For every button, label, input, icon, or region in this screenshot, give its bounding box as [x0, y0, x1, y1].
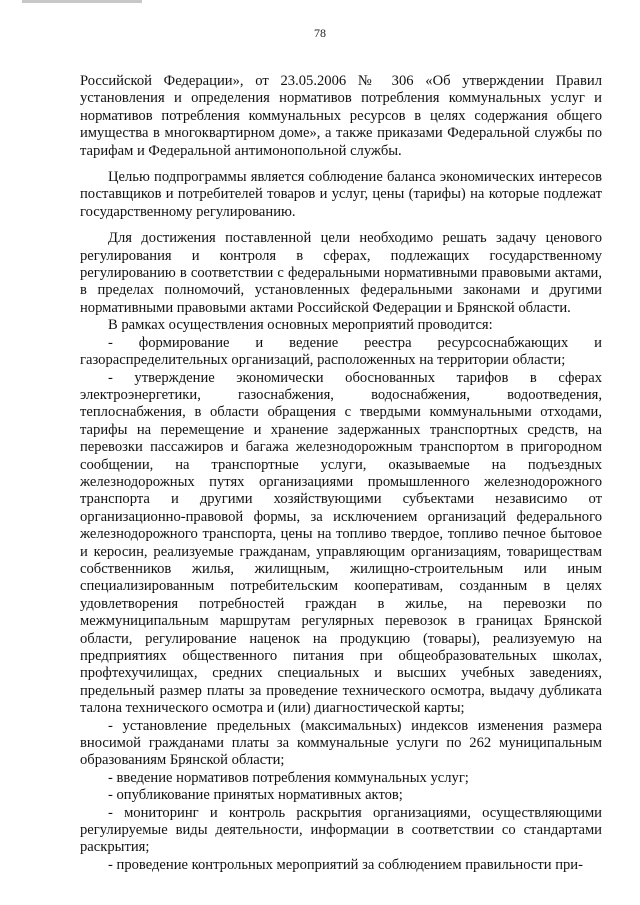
paragraph-price-regulation-task: Для достижения поставленной цели необходимо решать задачу ценового регулирования и контроля в сферах, подлежащих государственному регулированию в соответствии с федеральными нормативными правовыми актами, в пределах полномочий, установленных федеральными законами и другими нормативными правовыми актами Российской Федерации и Брянской области.	[80, 230, 602, 316]
paragraph-subprogram-goal: Целью подпрограммы является соблюдение баланса экономических интересов поставщиков и потребителей товаров и услуг, цены (тарифы) на которые подлежат государственному регулированию.	[80, 169, 602, 220]
list-item-tariff-approval: - утверждение экономически обоснованных тарифов в сферах электроэнергетики, газоснабжения, водоснабжения, водоотведения, теплоснабжения, в области обращения с твердыми коммунальными отходами, тарифы на перемещение и хранение задержанных транспортных средств, на перевозки пассажиров и багажа железнодорожным транспортом в пригородном сообщении, на транспортные услуги, оказываемые на подъездных железнодорожных путях организациями промышленного железнодорожного транспорта и другими хозяйствующими субъектами независимо от организационно-правовой формы, за исключением организаций федерального железнодорожного транспорта, цены на топливо твердое, топливо печное бытовое и керосин, реализуемые гражданам, управляющим организациям, товариществам собственников жилья, жилищным, жилищно-строительным или иным специализированным потребительским кооперативам, созданным в целях удовлетворения потребностей граждан в жилье, на перевозки по межмуниципальным маршрутам регулярных перевозок в границах Брянской области, регулирование наценок на продукцию (товары), реализуемую на предприятиях общественного питания при общеобразовательных школах, профтехучилищах, средних специальных и высших учебных заведениях, предельный размер платы за проведение технического осмотра, выдачу дубликата талона технического осмотра и (или) диагностической карты;	[80, 369, 602, 717]
list-item-disclosure-monitoring: - мониторинг и контроль раскрытия организациями, осуществляющими регулируемые виды деятельности, информации в соответствии со стандартами раскрытия;	[80, 804, 602, 856]
list-item-payment-indices: - установление предельных (максимальных) индексов изменения размера вносимой гражданами платы за коммунальные услуги по 262 муниципальным образованиям Брянской области;	[80, 717, 602, 769]
paragraph-legal-references: Российской Федерации», от 23.05.2006 № 306 «Об утверждении Правил установления и определения нормативов потребления коммунальных услуг и нормативов потребления коммунальных ресурсов в целях содержания общего имущества в многоквартирном доме», а также приказами Федеральной службы по тарифам и Федеральной антимонопольной службы.	[80, 73, 602, 159]
paragraph-measures-intro: В рамках осуществления основных мероприятий проводится:	[108, 317, 493, 334]
list-item-registry: - формирование и ведение реестра ресурсоснабжающих и газораспределительных организаций, расположенных на территории области;	[80, 334, 602, 369]
list-item-control-measures: - проведение контрольных мероприятий за соблюдением правильности при-	[108, 856, 583, 873]
body-text	[80, 73, 602, 874]
page-number: 78	[314, 26, 326, 40]
list-item-publication: - опубликование принятых нормативных актов;	[108, 787, 403, 804]
list-item-consumption-norms: - введение нормативов потребления коммунальных услуг;	[108, 769, 469, 786]
scan-edge-rule	[22, 0, 142, 3]
